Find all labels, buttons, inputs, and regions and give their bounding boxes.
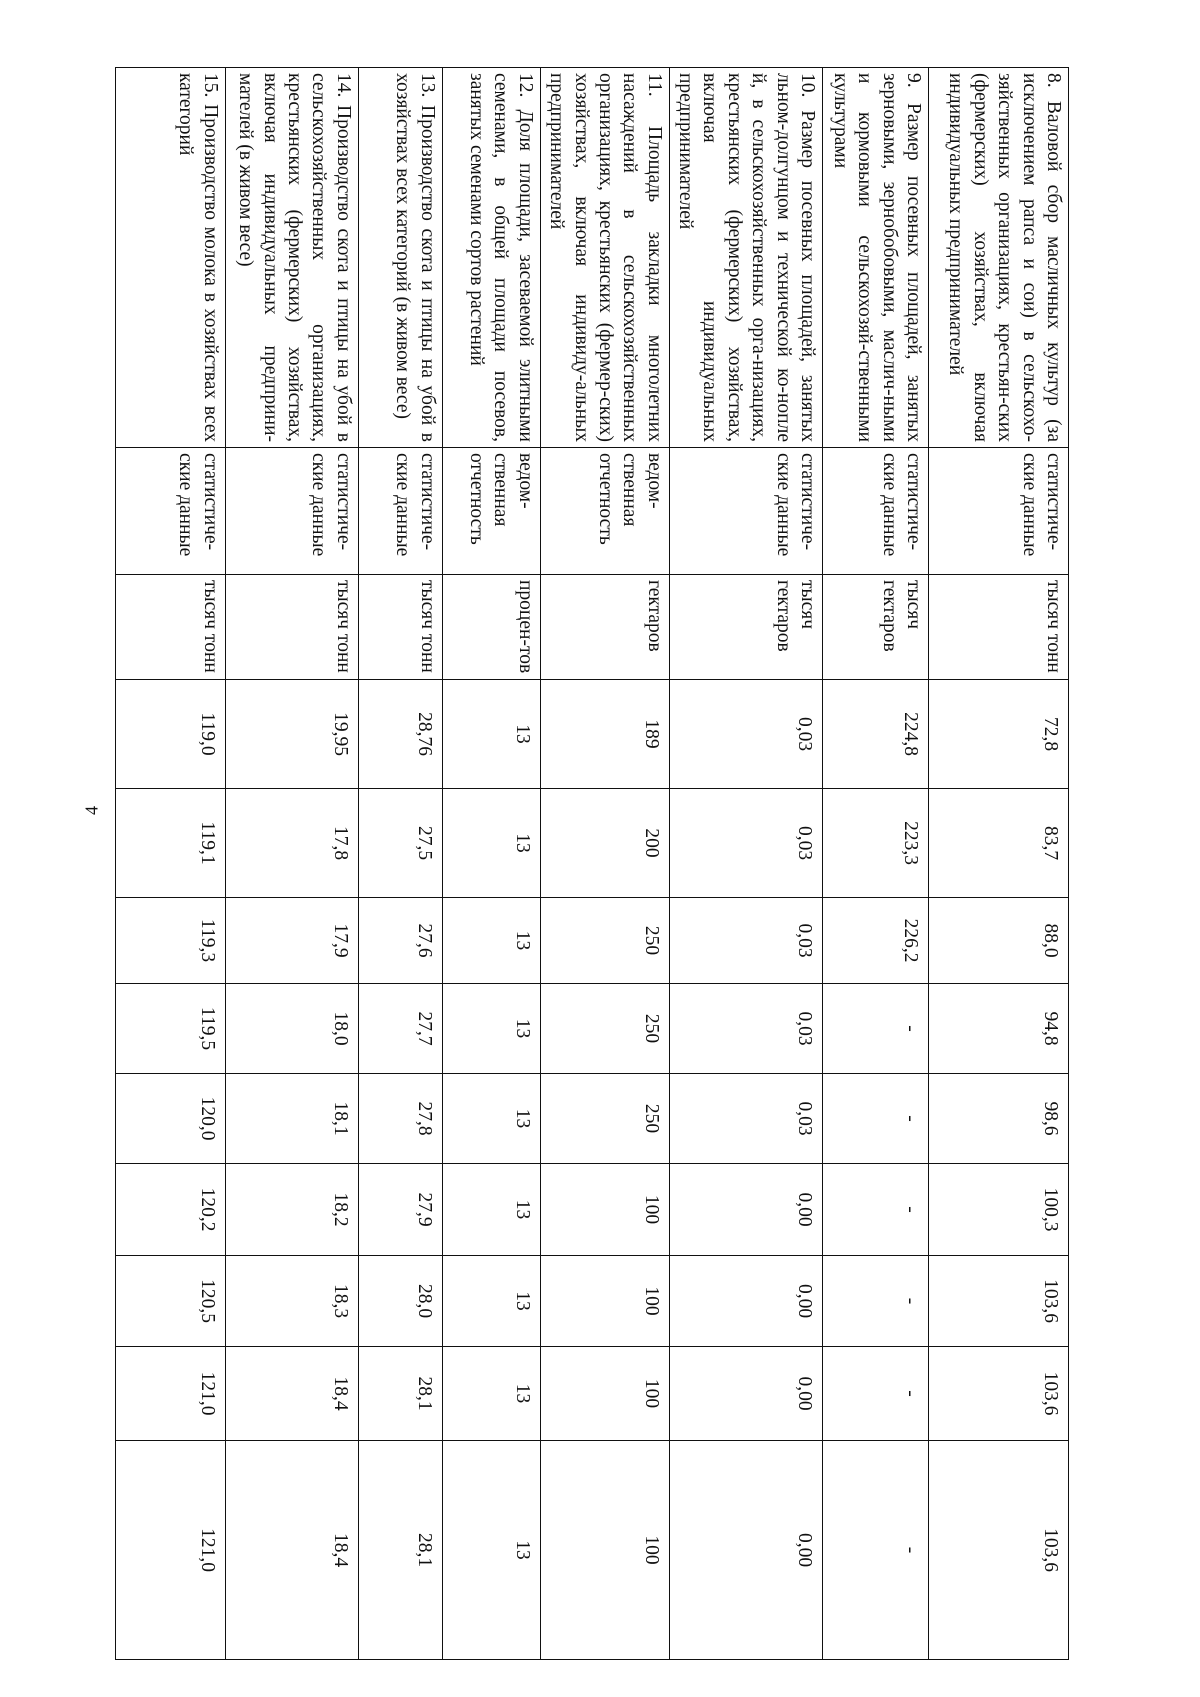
indicator-cell: 8. Валовой сбор масличных культур (за исключением рапса и сои) в сельскохо-зяйственных организациях, крестьян-ских (фермерских) хозяйствах, включая индивидуальных предпринимателей — [929, 68, 1069, 448]
value-cell: 18,4 — [225, 1441, 358, 1660]
indicator-cell: 13. Производство скота и птицы на убой в хозяйствах всех категорий (в живом весе) — [358, 68, 442, 448]
value-cell: 121,0 — [115, 1347, 225, 1441]
indicator-cell: 11. Площадь закладки многолетних насаждений в сельскохозяйственных организациях, крестьянских (фермер-ских) хозяйствах, включая индивиду-альных предпринимателей — [540, 68, 669, 448]
value-cell: 250 — [540, 1074, 669, 1164]
value-cell: 103,6 — [929, 1441, 1069, 1660]
value-cell: 72,8 — [929, 680, 1069, 789]
unit-cell: тысяч тонн — [225, 575, 358, 680]
value-cell: 120,0 — [115, 1074, 225, 1164]
value-cell: 27,8 — [358, 1074, 442, 1164]
value-cell: 100,3 — [929, 1164, 1069, 1256]
value-cell: 19,95 — [225, 680, 358, 789]
value-cell: - — [823, 1074, 929, 1164]
value-cell: 119,1 — [115, 789, 225, 898]
value-cell: 18,2 — [225, 1164, 358, 1256]
page-number: 4 — [81, 806, 102, 815]
unit-cell: процен-тов — [442, 575, 540, 680]
value-cell: 28,1 — [358, 1347, 442, 1441]
value-cell: 119,0 — [115, 680, 225, 789]
value-cell: - — [823, 984, 929, 1074]
value-cell: 28,0 — [358, 1256, 442, 1347]
source-cell: статистиче-ские данные — [115, 448, 225, 575]
value-cell: 0,03 — [669, 680, 822, 789]
value-cell: 27,5 — [358, 789, 442, 898]
value-cell: 224,8 — [823, 680, 929, 789]
value-cell: 100 — [540, 1164, 669, 1256]
value-cell: 27,9 — [358, 1164, 442, 1256]
source-cell: ведом-ственная отчетность — [442, 448, 540, 575]
source-cell: статистиче-ские данные — [669, 448, 822, 575]
value-cell: 103,6 — [929, 1256, 1069, 1347]
value-cell: 18,1 — [225, 1074, 358, 1164]
value-cell: - — [823, 1256, 929, 1347]
value-cell: 250 — [540, 984, 669, 1074]
indicator-cell: 10. Размер посевных площадей, занятых льном-долгунцом и технической ко-нопле й, в сельскохозяйственных орга-низациях, крестьянских (фермерских) хозяйствах, включая индивидуальных предпринимателей — [669, 68, 822, 448]
source-cell: статистиче-ские данные — [823, 448, 929, 575]
value-cell: 103,6 — [929, 1347, 1069, 1441]
value-cell: 120,2 — [115, 1164, 225, 1256]
value-cell: 28,1 — [358, 1441, 442, 1660]
value-cell: 13 — [442, 984, 540, 1074]
value-cell: 0,00 — [669, 1164, 822, 1256]
value-cell: 119,5 — [115, 984, 225, 1074]
unit-cell: тысяч тонн — [929, 575, 1069, 680]
value-cell: 98,6 — [929, 1074, 1069, 1164]
unit-cell: тысяч гектаров — [669, 575, 822, 680]
value-cell: 13 — [442, 789, 540, 898]
source-cell: статистиче-ские данные — [225, 448, 358, 575]
value-cell: 0,03 — [669, 898, 822, 984]
value-cell: 13 — [442, 1441, 540, 1660]
value-cell: 200 — [540, 789, 669, 898]
source-cell: ведом-ственная отчетность — [540, 448, 669, 575]
value-cell: 17,9 — [225, 898, 358, 984]
value-cell: - — [823, 1441, 929, 1660]
value-cell: 0,00 — [669, 1256, 822, 1347]
value-cell: 88,0 — [929, 898, 1069, 984]
value-cell: 189 — [540, 680, 669, 789]
value-cell: 226,2 — [823, 898, 929, 984]
value-cell: 0,03 — [669, 789, 822, 898]
value-cell: 223,3 — [823, 789, 929, 898]
value-cell: 121,0 — [115, 1441, 225, 1660]
table-row — [669, 68, 822, 1660]
value-cell: 0,00 — [669, 1441, 822, 1660]
value-cell: 120,5 — [115, 1256, 225, 1347]
source-cell: статистиче-ские данные — [358, 448, 442, 575]
value-cell: 28,76 — [358, 680, 442, 789]
value-cell: 27,7 — [358, 984, 442, 1074]
indicator-cell: 14. Производство скота и птицы на убой в сельскохозяйственных организациях, крестьянских (фермерских) хозяйствах, включая индивидуальных предприни-мателей (в живом весе) — [225, 68, 358, 448]
value-cell: 13 — [442, 1164, 540, 1256]
value-cell: 94,8 — [929, 984, 1069, 1074]
unit-cell: тысяч тонн — [358, 575, 442, 680]
value-cell: 100 — [540, 1256, 669, 1347]
value-cell: 83,7 — [929, 789, 1069, 898]
table-row — [358, 68, 442, 1660]
value-cell: 100 — [540, 1347, 669, 1441]
value-cell: 0,00 — [669, 1347, 822, 1441]
value-cell: 13 — [442, 680, 540, 789]
value-cell: 17,8 — [225, 789, 358, 898]
indicator-cell: 15. Производство молока в хозяйствах всех категорий — [115, 68, 225, 448]
value-cell: 18,4 — [225, 1347, 358, 1441]
indicator-cell: 9. Размер посевных площадей, занятых зерновыми, зернобобовыми, маслич-ными и кормовыми сельскохозяй-ственными культурами — [823, 68, 929, 448]
value-cell: 0,03 — [669, 984, 822, 1074]
value-cell: 119,3 — [115, 898, 225, 984]
indicators-table — [115, 67, 1069, 1660]
indicator-cell: 12. Доля площади, засеваемой элитными семенами, в общей площади посевов, занятых семенами сортов растений — [442, 68, 540, 448]
table-row — [929, 68, 1069, 1660]
table-row — [540, 68, 669, 1660]
table-row — [823, 68, 929, 1660]
value-cell: 13 — [442, 1256, 540, 1347]
unit-cell: тысяч гектаров — [823, 575, 929, 680]
value-cell: 250 — [540, 898, 669, 984]
value-cell: 27,6 — [358, 898, 442, 984]
value-cell: 13 — [442, 1074, 540, 1164]
unit-cell: тысяч тонн — [115, 575, 225, 680]
value-cell: 18,3 — [225, 1256, 358, 1347]
table-row — [115, 68, 225, 1660]
unit-cell: гектаров — [540, 575, 669, 680]
source-cell: статистиче-ские данные — [929, 448, 1069, 575]
value-cell: - — [823, 1164, 929, 1256]
value-cell: 0,03 — [669, 1074, 822, 1164]
table-row — [442, 68, 540, 1660]
value-cell: 13 — [442, 1347, 540, 1441]
value-cell: 18,0 — [225, 984, 358, 1074]
value-cell: 13 — [442, 898, 540, 984]
value-cell: 100 — [540, 1441, 669, 1660]
table-row — [225, 68, 358, 1660]
rotated-table-wrapper — [123, 67, 1069, 1659]
value-cell: - — [823, 1347, 929, 1441]
